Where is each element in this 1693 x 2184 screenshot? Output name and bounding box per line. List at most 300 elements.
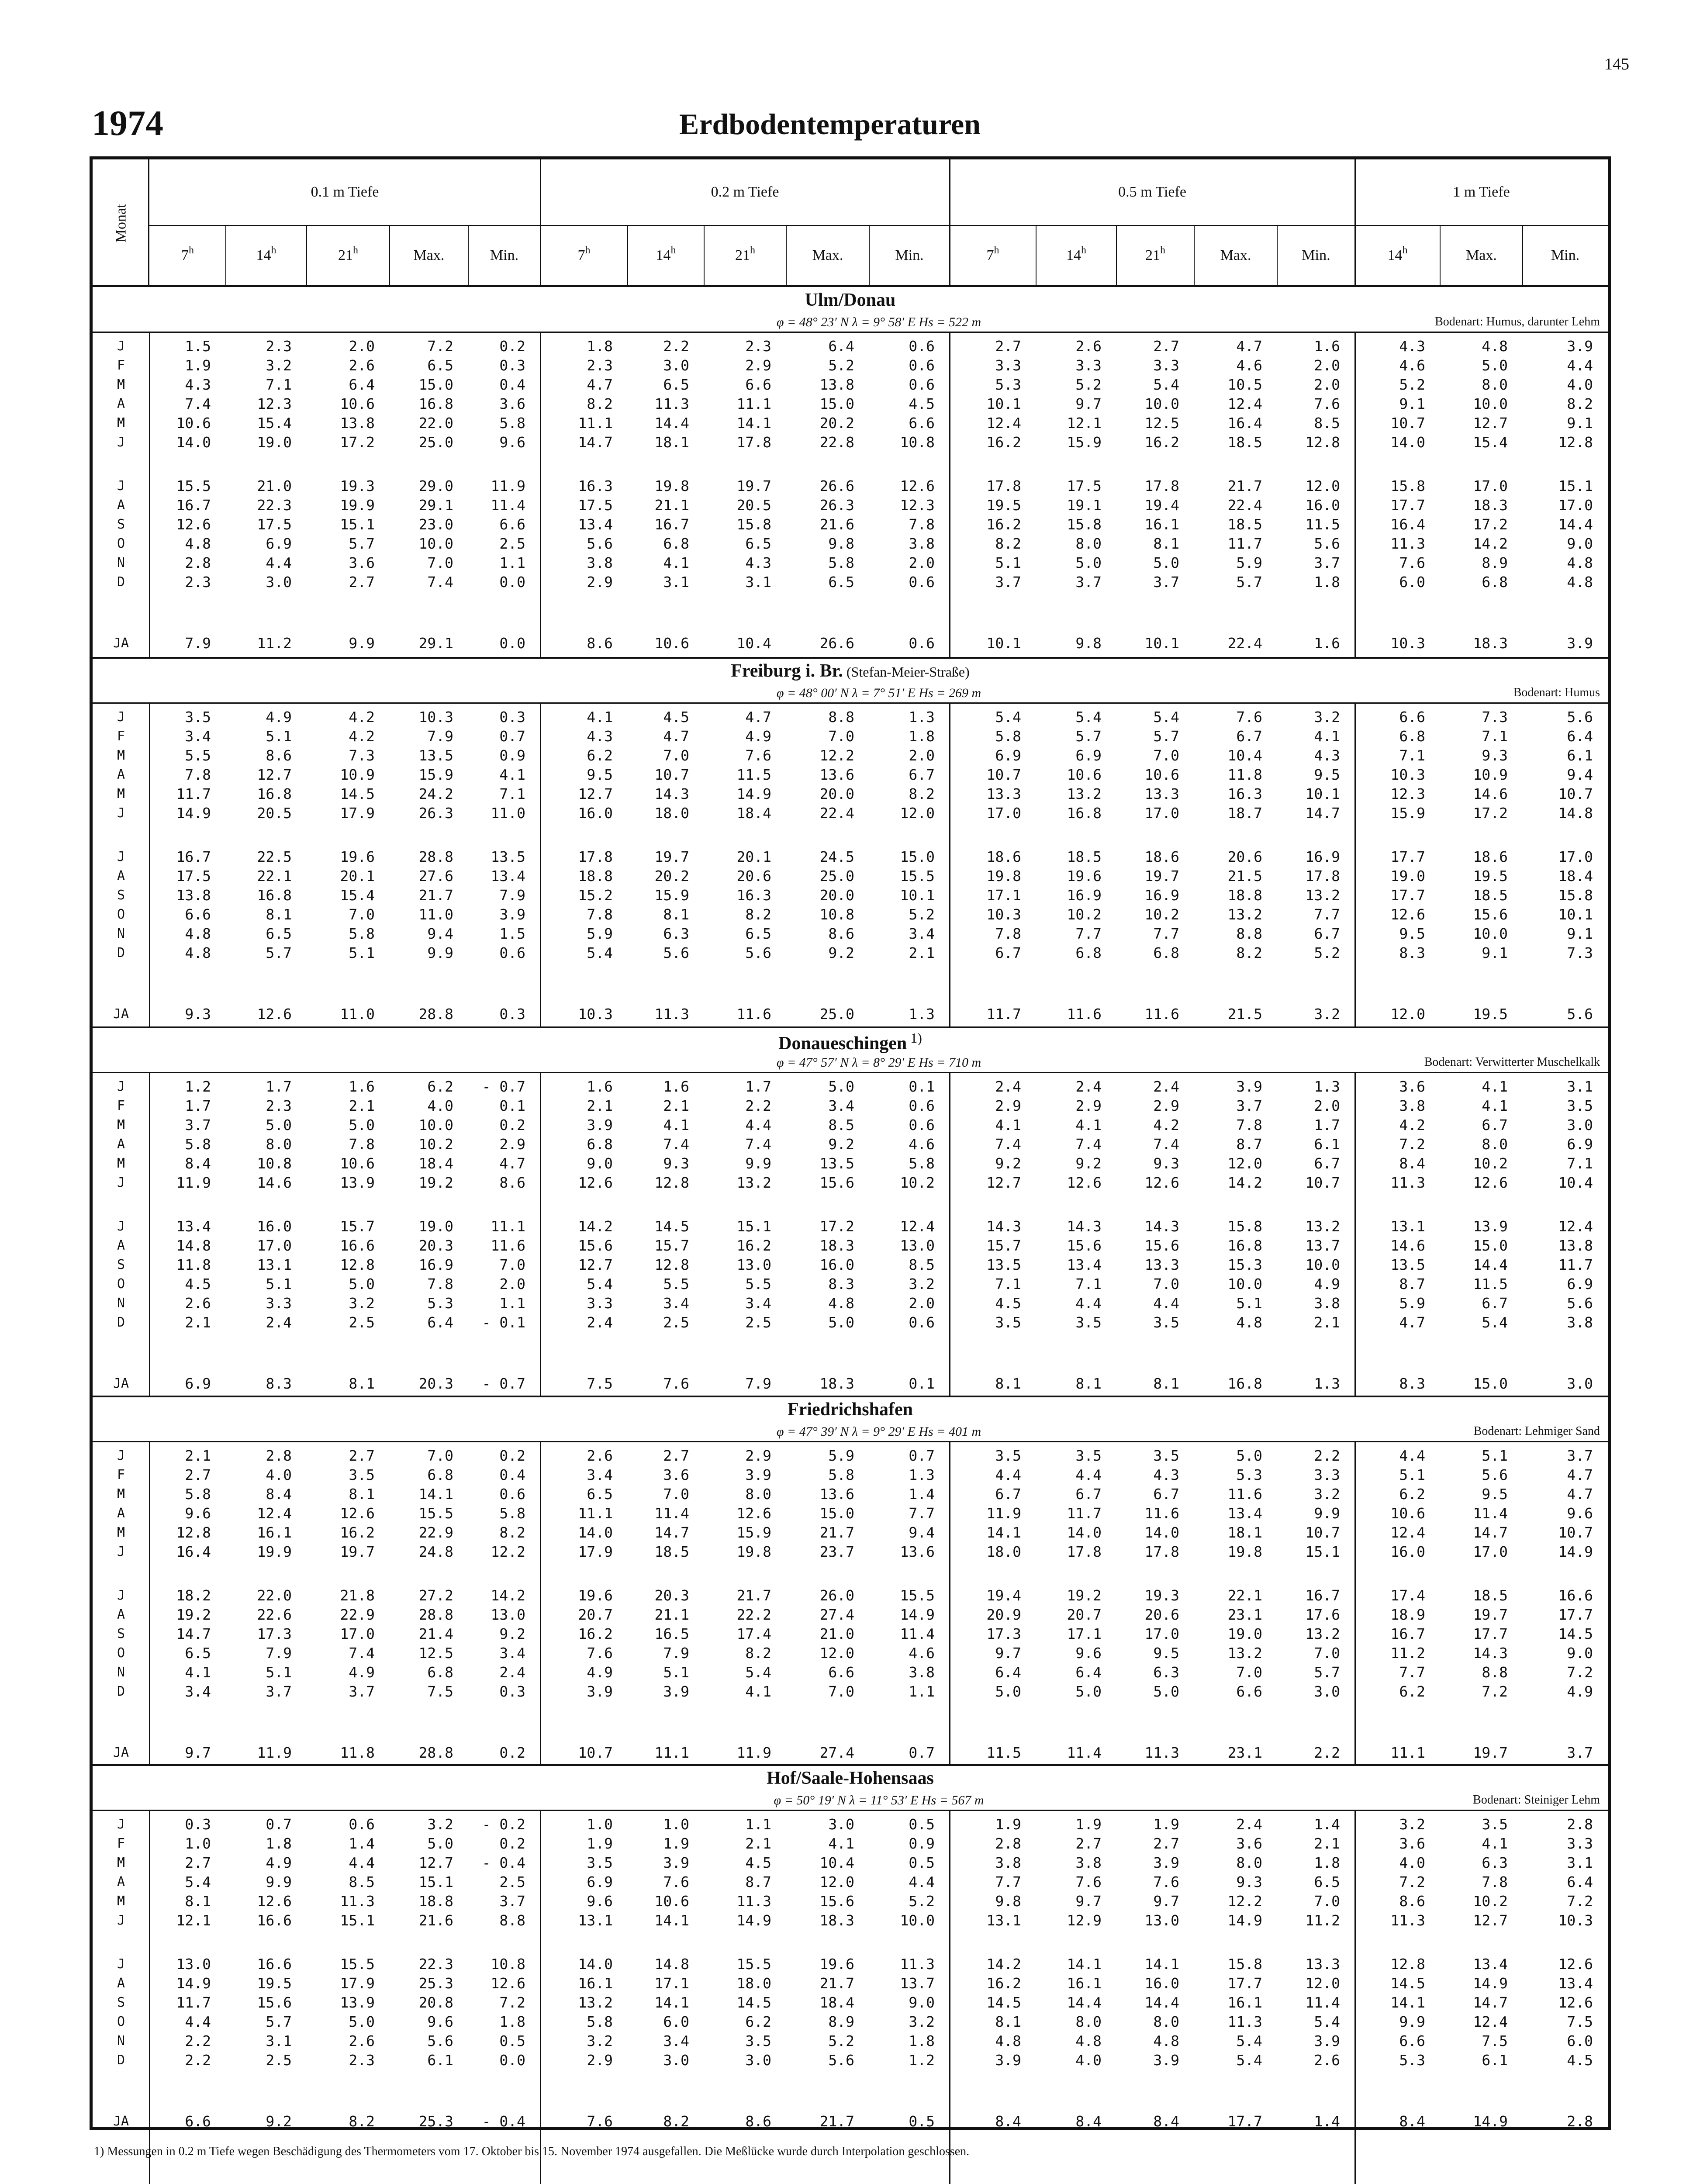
table-row <box>93 1542 1608 1562</box>
table-cell: 12.5 <box>1144 415 1179 432</box>
table-cell: 6.4 <box>349 376 375 393</box>
column-header: Max. <box>1220 247 1251 263</box>
table-cell: 7.9 <box>663 1645 689 1662</box>
table-cell: 2.2 <box>745 1097 771 1114</box>
month-label: M <box>117 1855 125 1870</box>
table-cell: 10.4 <box>1558 1174 1593 1191</box>
table-cell: 5.6 <box>663 944 689 961</box>
table-cell: 4.8 <box>1567 554 1593 571</box>
table-cell: 3.6 <box>1399 1078 1425 1095</box>
table-cell: 6.6 <box>185 906 211 923</box>
table-cell: 16.1 <box>1144 516 1179 533</box>
table-cell: 10.0 <box>1305 1256 1340 1273</box>
table-cell: 9.1 <box>1567 415 1593 432</box>
table-cell: 15.6 <box>819 1174 854 1191</box>
table-cell: 7.3 <box>1482 708 1508 726</box>
table-cell: 18.8 <box>418 1893 453 1910</box>
table-cell: 13.4 <box>491 867 525 885</box>
table-cell: 20.3 <box>418 1237 453 1254</box>
table-cell: 17.3 <box>986 1625 1021 1642</box>
table-cell: 13.9 <box>340 1174 375 1191</box>
table-cell: 2.0 <box>1314 1097 1340 1114</box>
table-cell: 13.6 <box>900 1543 935 1560</box>
table-cell: 9.0 <box>1567 1645 1593 1662</box>
table-cell: 1.9 <box>995 1816 1021 1833</box>
table-cell: 0.6 <box>499 944 525 961</box>
table-cell: 0.6 <box>909 376 935 393</box>
table-cell: 7.0 <box>427 1447 453 1464</box>
table-cell: 19.0 <box>1227 1625 1262 1642</box>
month-label: N <box>117 2033 125 2049</box>
table-cell: 3.8 <box>1399 1097 1425 1114</box>
table-cell: 7.9 <box>745 1375 771 1392</box>
station-coordinates: φ = 47° 57′ N λ = 8° 29′ E Hs = 710 m <box>776 1055 981 1070</box>
table-cell: 15.8 <box>1558 887 1593 904</box>
table-cell: 19.8 <box>986 867 1021 885</box>
table-cell: 5.8 <box>349 925 375 942</box>
table-cell: 5.6 <box>1567 708 1593 726</box>
table-cell: 9.6 <box>499 434 525 451</box>
month-label: A <box>117 1976 125 1991</box>
table-cell: 10.0 <box>1144 395 1179 412</box>
table-cell: 17.5 <box>578 497 613 514</box>
table-cell: 5.1 <box>1482 1447 1508 1464</box>
table-cell: 4.2 <box>1399 1116 1425 1133</box>
table-cell: 23.7 <box>819 1543 854 1560</box>
table-cell: 17.9 <box>578 1543 613 1560</box>
table-cell: 8.8 <box>1482 1664 1508 1681</box>
table-cell: 3.6 <box>1236 1835 1262 1852</box>
table-cell: 10.2 <box>1473 1155 1508 1172</box>
table-cell: 2.0 <box>909 747 935 764</box>
table-row <box>93 1993 1608 2012</box>
table-cell: 5.5 <box>185 747 211 764</box>
annual-row <box>93 634 1608 653</box>
table-cell: 2.9 <box>995 1097 1021 1114</box>
table-row <box>93 886 1608 905</box>
table-cell: 22.5 <box>257 848 292 865</box>
table-cell: 2.2 <box>1314 1447 1340 1464</box>
table-cell: 13.9 <box>1473 1218 1508 1235</box>
table-cell: 2.0 <box>909 554 935 571</box>
table-cell: 6.9 <box>266 535 292 552</box>
table-cell: 4.6 <box>1236 357 1262 374</box>
table-cell: 13.7 <box>900 1975 935 1992</box>
table-cell: 15.1 <box>340 1912 375 1929</box>
station-coordinates: φ = 48° 00′ N λ = 7° 51′ E Hs = 269 m <box>776 686 981 700</box>
table-cell: 16.9 <box>1144 887 1179 904</box>
table-cell: 17.8 <box>1067 1543 1102 1560</box>
table-cell: 4.1 <box>663 554 689 571</box>
table-cell: 2.7 <box>1153 338 1179 355</box>
table-cell: 9.3 <box>1153 1155 1179 1172</box>
table-cell: 22.8 <box>819 434 854 451</box>
table-cell: 11.1 <box>736 395 771 412</box>
table-cell: 9.2 <box>828 944 854 961</box>
table-cell: 6.4 <box>1567 1873 1593 1890</box>
table-cell: 10.7 <box>1305 1174 1340 1191</box>
table-cell: 11.6 <box>1144 1505 1179 1522</box>
table-cell: 5.8 <box>909 1155 935 1172</box>
table-cell: 15.0 <box>418 376 453 393</box>
table-cell: 8.6 <box>587 635 613 652</box>
table-cell: 17.0 <box>1144 1625 1179 1642</box>
table-cell: 3.6 <box>1399 1835 1425 1852</box>
table-cell: 6.9 <box>995 747 1021 764</box>
table-cell: 10.2 <box>900 1174 935 1191</box>
table-cell: 9.0 <box>587 1155 613 1172</box>
table-cell: 6.4 <box>427 1314 453 1331</box>
table-row <box>93 2051 1608 2070</box>
table-cell: 14.2 <box>1227 1174 1262 1191</box>
table-cell: 5.8 <box>828 554 854 571</box>
table-cell: 13.0 <box>900 1237 935 1254</box>
table-row <box>93 1955 1608 1974</box>
table-cell: 6.6 <box>499 516 525 533</box>
station-coordinates: φ = 47° 39′ N λ = 9° 29′ E Hs = 401 m <box>776 1424 981 1439</box>
table-cell: 13.4 <box>176 1218 211 1235</box>
table-cell: - 0.1 <box>482 1314 525 1331</box>
table-cell: 18.5 <box>1227 434 1262 451</box>
table-cell: 15.1 <box>1305 1543 1340 1560</box>
station-name: Ulm/Donau <box>805 290 896 310</box>
station-name: Friedrichshafen <box>788 1400 913 1420</box>
table-cell: 14.7 <box>1305 805 1340 822</box>
table-cell: 7.0 <box>828 728 854 745</box>
depth-header: 1 m Tiefe <box>1453 184 1510 200</box>
table-cell: 12.0 <box>1390 1006 1425 1023</box>
table-cell: 8.6 <box>745 2113 771 2130</box>
table-cell: 14.6 <box>257 1174 292 1191</box>
table-cell: 0.0 <box>499 635 525 652</box>
table-cell: 3.9 <box>745 1466 771 1483</box>
column-header: 21 $^h$ <box>735 244 755 263</box>
table-cell: 5.6 <box>1482 1466 1508 1483</box>
table-cell: 3.4 <box>663 1295 689 1312</box>
table-cell: 4.1 <box>663 1116 689 1133</box>
table-cell: 6.1 <box>1567 747 1593 764</box>
table-cell: 18.4 <box>736 805 771 822</box>
month-label: F <box>117 1098 125 1113</box>
table-cell: 18.1 <box>654 434 689 451</box>
table-cell: 0.4 <box>499 376 525 393</box>
table-cell: 3.0 <box>1567 1116 1593 1133</box>
table-cell: 1.5 <box>499 925 525 942</box>
column-header: Max. <box>1466 247 1497 263</box>
table-cell: 8.1 <box>663 906 689 923</box>
table-cell: 6.7 <box>1314 1155 1340 1172</box>
table-cell: 12.6 <box>736 1505 771 1522</box>
table-cell: 8.4 <box>995 2113 1021 2130</box>
table-cell: 14.1 <box>736 415 771 432</box>
table-cell: 20.5 <box>736 497 771 514</box>
month-label: J <box>117 1079 125 1094</box>
table-cell: 3.3 <box>995 357 1021 374</box>
table-cell: 7.6 <box>587 2113 613 2130</box>
table-cell: 5.2 <box>909 1893 935 1910</box>
table-cell: 8.2 <box>995 535 1021 552</box>
table-cell: 8.0 <box>745 1486 771 1503</box>
table-cell: 10.1 <box>986 635 1021 652</box>
table-cell: 13.2 <box>736 1174 771 1191</box>
table-cell: 8.7 <box>745 1873 771 1890</box>
table-cell: 8.1 <box>995 2013 1021 2030</box>
table-cell: 1.3 <box>909 708 935 726</box>
table-cell: 13.1 <box>257 1256 292 1273</box>
month-label: J <box>117 849 125 864</box>
table-cell: 6.6 <box>1399 2032 1425 2049</box>
table-cell: 13.8 <box>176 887 211 904</box>
table-cell: 14.0 <box>1144 1524 1179 1541</box>
table-cell: 18.3 <box>1473 635 1508 652</box>
table-cell: 6.5 <box>185 1645 211 1662</box>
table-cell: 10.8 <box>900 434 935 451</box>
table-cell: 12.8 <box>1305 434 1340 451</box>
table-cell: 26.3 <box>418 805 453 822</box>
table-cell: 5.1 <box>349 944 375 961</box>
table-cell: 3.5 <box>587 1854 613 1871</box>
table-cell: 1.5 <box>185 338 211 355</box>
table-cell: 1.0 <box>587 1816 613 1833</box>
table-cell: 6.4 <box>828 338 854 355</box>
table-cell: 1.8 <box>266 1835 292 1852</box>
table-cell: 1.1 <box>499 554 525 571</box>
table-cell: 5.1 <box>995 554 1021 571</box>
table-cell: 12.7 <box>418 1854 453 1871</box>
table-cell: 9.2 <box>995 1155 1021 1172</box>
table-cell: 2.9 <box>745 1447 771 1464</box>
table-cell: 15.6 <box>1144 1237 1179 1254</box>
table-cell: 4.4 <box>909 1873 935 1890</box>
table-cell: 8.4 <box>1399 1155 1425 1172</box>
table-cell: 19.2 <box>1067 1587 1102 1604</box>
table-cell: 3.2 <box>1314 1006 1340 1023</box>
table-cell: 12.6 <box>1473 1174 1508 1191</box>
table-cell: 4.4 <box>1567 357 1593 374</box>
column-header: 21 $^h$ <box>338 244 358 263</box>
table-row <box>93 2012 1608 2032</box>
table-cell: 11.9 <box>176 1174 211 1191</box>
table-cell: 19.0 <box>418 1218 453 1235</box>
table-cell: 11.7 <box>986 1006 1021 1023</box>
table-cell: 20.9 <box>986 1606 1021 1623</box>
table-cell: 18.0 <box>654 805 689 822</box>
table-cell: 11.6 <box>1067 1006 1102 1023</box>
table-cell: 3.1 <box>266 2032 292 2049</box>
table-header <box>93 159 1608 287</box>
table-cell: 4.4 <box>1075 1466 1102 1483</box>
table-cell: 6.0 <box>1567 2032 1593 2049</box>
table-cell: 20.0 <box>819 887 854 904</box>
table-cell: 7.0 <box>663 1486 689 1503</box>
table-cell: 1.7 <box>185 1097 211 1114</box>
table-cell: 14.9 <box>1558 1543 1593 1560</box>
table-cell: 2.0 <box>909 1295 935 1312</box>
table-cell: 3.5 <box>1075 1447 1102 1464</box>
table-cell: 1.9 <box>587 1835 613 1852</box>
table-cell: 5.0 <box>1482 357 1508 374</box>
month-label: J <box>117 1588 125 1603</box>
table-cell: 18.4 <box>819 1994 854 2011</box>
table-cell: 20.1 <box>340 867 375 885</box>
table-cell: 12.0 <box>819 1645 854 1662</box>
table-cell: 12.8 <box>654 1174 689 1191</box>
table-cell: 6.8 <box>1399 728 1425 745</box>
table-cell: 13.8 <box>340 415 375 432</box>
table-cell: 1.6 <box>349 1078 375 1095</box>
table-cell: 2.6 <box>1075 338 1102 355</box>
table-cell: 20.7 <box>1067 1606 1102 1623</box>
table-cell: 0.1 <box>909 1375 935 1392</box>
table-cell: 6.3 <box>1482 1854 1508 1871</box>
table-cell: 16.2 <box>340 1524 375 1541</box>
table-cell: 15.1 <box>418 1873 453 1890</box>
table-cell: 8.5 <box>1314 415 1340 432</box>
table-cell: 4.7 <box>663 728 689 745</box>
table-cell: 20.0 <box>819 785 854 802</box>
table-cell: 3.5 <box>1482 1816 1508 1833</box>
table-cell: 1.3 <box>1314 1078 1340 1095</box>
table-cell: 9.3 <box>1236 1873 1262 1890</box>
month-label: J <box>117 339 125 354</box>
month-label: A <box>117 767 125 782</box>
station-block <box>93 659 1608 1028</box>
table-cell: 7.7 <box>1314 906 1340 923</box>
table-cell: 10.4 <box>1227 747 1262 764</box>
table-cell: 14.1 <box>1390 1994 1425 2011</box>
table-cell: 7.6 <box>1153 1873 1179 1890</box>
table-cell: 12.2 <box>491 1543 525 1560</box>
table-cell: 3.4 <box>185 728 211 745</box>
table-cell: 5.4 <box>745 1664 771 1681</box>
table-cell: 19.5 <box>1473 867 1508 885</box>
table-cell: 22.3 <box>418 1956 453 1973</box>
table-cell: 14.4 <box>654 415 689 432</box>
table-cell: 13.3 <box>1144 785 1179 802</box>
table-cell: 16.3 <box>578 477 613 494</box>
table-cell: 7.4 <box>663 1136 689 1153</box>
table-cell: 11.4 <box>1067 1744 1102 1761</box>
annual-row <box>93 2112 1608 2131</box>
table-cell: 19.7 <box>1473 1744 1508 1761</box>
table-cell: 25.3 <box>418 1975 453 1992</box>
table-cell: 4.1 <box>1314 728 1340 745</box>
station-soil-type: Bodenart: Lehmiger Sand <box>1473 1424 1600 1438</box>
table-cell: 8.2 <box>663 2113 689 2130</box>
table-row <box>93 2032 1608 2051</box>
table-row <box>93 804 1608 823</box>
table-cell: 10.0 <box>900 1912 935 1929</box>
table-cell: 13.4 <box>1227 1505 1262 1522</box>
table-cell: 17.6 <box>1305 1606 1340 1623</box>
table-cell: 4.0 <box>266 1466 292 1483</box>
table-cell: 2.5 <box>499 535 525 552</box>
table-cell: 14.3 <box>1473 1645 1508 1662</box>
table-cell: 6.5 <box>266 925 292 942</box>
table-cell: 11.6 <box>1227 1486 1262 1503</box>
table-cell: 21.4 <box>418 1625 453 1642</box>
table-cell: 4.9 <box>266 1854 292 1871</box>
table-cell: 3.0 <box>663 357 689 374</box>
table-cell: 12.3 <box>1390 785 1425 802</box>
table-row <box>93 746 1608 765</box>
table-cell: 9.7 <box>995 1645 1021 1662</box>
table-cell: 7.0 <box>1236 1664 1262 1681</box>
table-cell: 10.0 <box>418 535 453 552</box>
table-cell: 3.3 <box>1153 357 1179 374</box>
table-cell: 7.6 <box>663 1873 689 1890</box>
monat-header: Monat <box>113 204 129 243</box>
table-cell: 6.6 <box>1236 1683 1262 1700</box>
table-cell: 6.4 <box>1567 728 1593 745</box>
table-cell: 11.1 <box>654 1744 689 1761</box>
table-cell: 21.8 <box>340 1587 375 1604</box>
table-cell: 8.8 <box>499 1912 525 1929</box>
table-cell: 14.8 <box>1558 805 1593 822</box>
table-cell: 3.8 <box>1314 1295 1340 1312</box>
table-cell: 19.5 <box>257 1975 292 1992</box>
table-cell: 5.8 <box>185 1136 211 1153</box>
table-cell: 9.4 <box>427 925 453 942</box>
table-cell: 6.9 <box>587 1873 613 1890</box>
table-cell: 3.4 <box>587 1466 613 1483</box>
table-cell: 3.4 <box>185 1683 211 1700</box>
table-cell: 13.0 <box>736 1256 771 1273</box>
table-cell: 13.7 <box>1305 1237 1340 1254</box>
month-label: A <box>117 1874 125 1890</box>
table-cell: 8.0 <box>1482 1136 1508 1153</box>
table-cell: 5.1 <box>266 1664 292 1681</box>
table-cell: 0.7 <box>909 1447 935 1464</box>
table-cell: 10.3 <box>418 708 453 726</box>
table-cell: 6.6 <box>909 415 935 432</box>
station-block <box>93 288 1608 659</box>
table-cell: 5.0 <box>828 1078 854 1095</box>
table-cell: 12.6 <box>257 1893 292 1910</box>
table-cell: - 0.4 <box>482 2113 525 2130</box>
table-cell: 12.0 <box>900 805 935 822</box>
table-cell: 14.5 <box>736 1994 771 2011</box>
table-cell: 12.7 <box>257 766 292 783</box>
station-coordinates: φ = 48° 23′ N λ = 9° 58′ E Hs = 522 m <box>776 315 981 329</box>
table-cell: 19.7 <box>340 1543 375 1560</box>
table-cell: 22.0 <box>418 415 453 432</box>
table-cell: 15.6 <box>578 1237 613 1254</box>
table-cell: 5.8 <box>828 1466 854 1483</box>
table-cell: 3.4 <box>828 1097 854 1114</box>
table-cell: 6.0 <box>663 2013 689 2030</box>
table-cell: 7.2 <box>1399 1136 1425 1153</box>
table-cell: 2.3 <box>745 338 771 355</box>
table-cell: 13.1 <box>578 1912 613 1929</box>
table-cell: 17.2 <box>340 434 375 451</box>
month-label: JA <box>113 636 129 651</box>
table-cell: 6.7 <box>1482 1116 1508 1133</box>
table-cell: 4.7 <box>745 708 771 726</box>
table-cell: 12.4 <box>986 415 1021 432</box>
table-cell: 4.8 <box>185 925 211 942</box>
table-cell: 5.4 <box>1236 2032 1262 2049</box>
table-cell: 3.1 <box>663 574 689 591</box>
table-cell: 8.2 <box>349 2113 375 2130</box>
table-cell: 14.0 <box>578 1956 613 1973</box>
table-cell: 11.0 <box>418 906 453 923</box>
month-label: O <box>117 1645 125 1661</box>
table-cell: 5.1 <box>663 1664 689 1681</box>
table-cell: 7.3 <box>1567 944 1593 961</box>
station-header-divider <box>93 1072 1608 1073</box>
table-cell: 14.3 <box>986 1218 1021 1235</box>
